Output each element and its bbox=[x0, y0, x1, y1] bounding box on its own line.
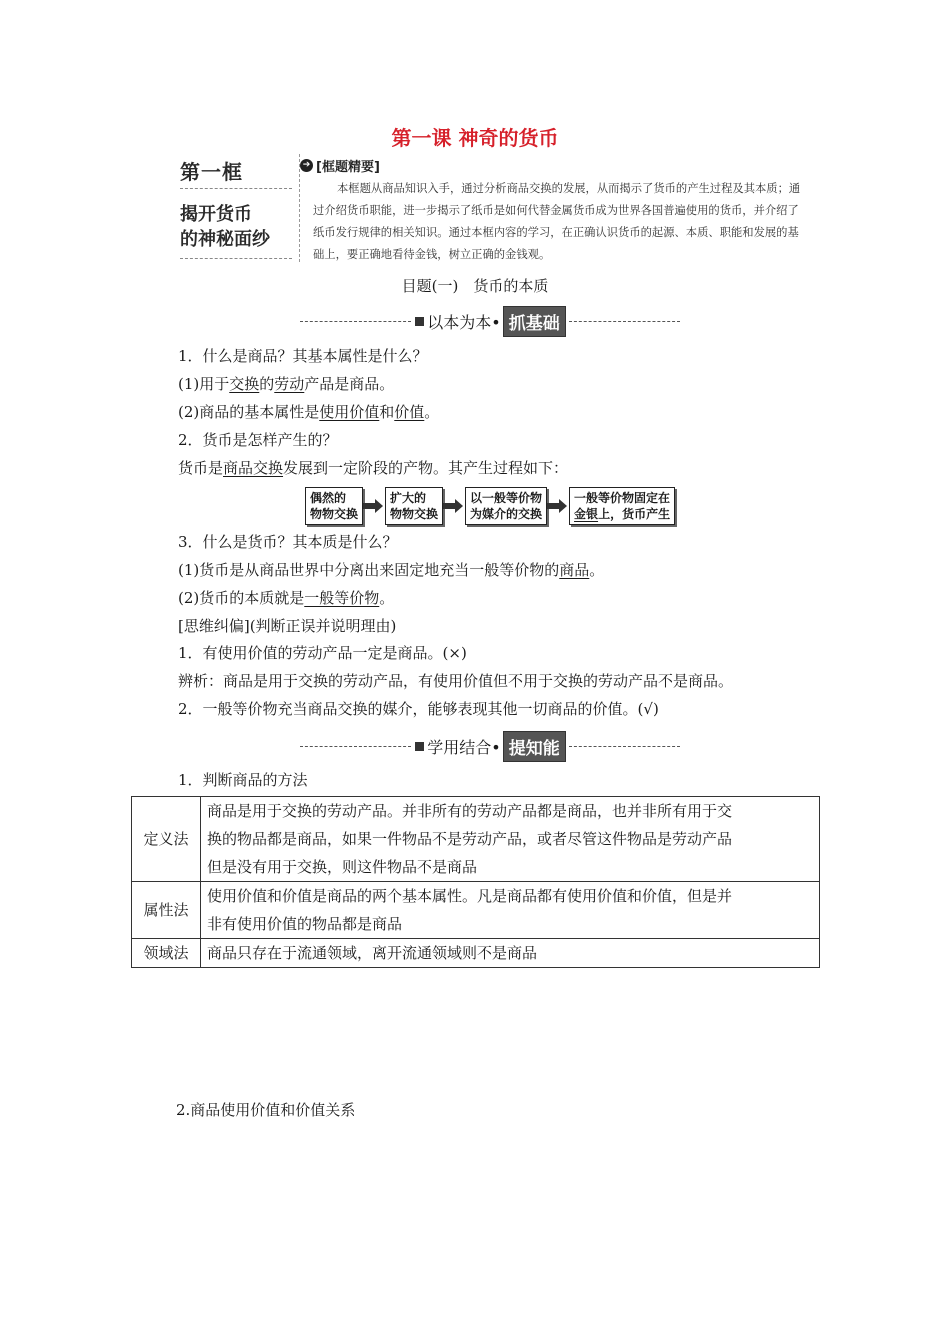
text: 产品是商品。 bbox=[304, 375, 395, 393]
blank-answer: 交换 bbox=[229, 375, 260, 393]
frame-subtitle-line1: 揭开货币 bbox=[180, 204, 252, 225]
thinking-item2: 2．一般等价物充当商品交换的媒介，能够表现其他一切商品的价值。(√) bbox=[178, 700, 659, 718]
section-banner-basics bbox=[300, 307, 680, 335]
arrow-right-icon bbox=[363, 498, 385, 514]
frame-subtitle bbox=[180, 202, 300, 252]
commodity-methods-table bbox=[131, 796, 820, 968]
money-origin-flowchart bbox=[305, 487, 675, 525]
q3-answer2 bbox=[178, 588, 394, 608]
flow-step-line: 一般等价物固定在 bbox=[574, 491, 671, 505]
text: (2)货币的本质就是 bbox=[178, 589, 305, 607]
methods-heading: 1．判断商品的方法 bbox=[178, 771, 308, 789]
blank-answer: 一般等价物 bbox=[304, 589, 380, 607]
method-description bbox=[201, 882, 820, 939]
description-line: 商品是用于交换的劳动产品。并非所有的劳动产品都是商品，也并非所有用于交 bbox=[207, 802, 733, 820]
frame-divider-bottom bbox=[180, 258, 292, 259]
banner-dash-left bbox=[300, 321, 411, 322]
table-row bbox=[132, 882, 820, 939]
section2-heading: 2.商品使用价值和价值关系 bbox=[176, 1101, 356, 1119]
thinking-analysis: 辨析：商品是用于交换的劳动产品，有使用价值但不用于交换的劳动产品不是商品。 bbox=[178, 672, 734, 690]
arrow-right-icon bbox=[547, 498, 569, 514]
text: 的 bbox=[259, 375, 275, 393]
blank-answer: 价值 bbox=[394, 403, 425, 421]
description-line: 非有使用价值的物品都是商品 bbox=[207, 915, 403, 933]
banner-dash-right bbox=[569, 321, 680, 322]
text: 。 bbox=[589, 561, 605, 579]
q2-answer bbox=[178, 458, 568, 478]
banner-dash-left bbox=[300, 746, 411, 747]
description-line: 但是没有用于交换，则这件物品不是商品 bbox=[207, 858, 478, 876]
description-line: 使用价值和价值是商品的两个基本属性。凡是商品都有使用价值和价值，但是并 bbox=[207, 887, 733, 905]
thinking-item1: 1．有使用价值的劳动产品一定是商品。(×) bbox=[178, 644, 467, 662]
method-description bbox=[201, 939, 820, 968]
lesson-title: 第一课 神奇的货币 bbox=[391, 126, 559, 150]
frame-subtitle-line2: 的神秘面纱 bbox=[180, 229, 270, 250]
section-banner-skills bbox=[300, 732, 680, 760]
text: (1)货币是从商品世界中分离出来固定地充当一般等价物的 bbox=[178, 561, 560, 579]
flow-step-line: 扩大的 bbox=[390, 491, 427, 505]
flow-step-line: 为媒介的交换 bbox=[470, 507, 543, 521]
flow-step bbox=[385, 487, 443, 525]
text: 。 bbox=[379, 589, 395, 607]
goal-heading: 目题(一) 货币的本质 bbox=[401, 277, 549, 295]
text: 货币是 bbox=[178, 459, 224, 477]
arrow-circle-icon: ➔ bbox=[300, 159, 313, 172]
blank-answer: 商品交换 bbox=[223, 459, 284, 477]
table-row bbox=[132, 939, 820, 968]
method-name: 定义法 bbox=[132, 797, 201, 882]
q3-question: 3．什么是货币？其本质是什么？ bbox=[178, 533, 398, 551]
text: (1)用于 bbox=[178, 375, 230, 393]
description-line: 商品只存在于流通领域，离开流通领域则不是商品 bbox=[207, 944, 538, 962]
square-icon bbox=[415, 742, 424, 751]
flow-step bbox=[305, 487, 363, 525]
blank-answer: 劳动 bbox=[274, 375, 305, 393]
flow-step-line: 物物交换 bbox=[390, 507, 439, 521]
blank-answer: 使用价值 bbox=[319, 403, 380, 421]
essence-heading-text: [框题精要] bbox=[316, 160, 380, 175]
frame-divider bbox=[180, 188, 292, 189]
method-description bbox=[201, 797, 820, 882]
q1-answer1 bbox=[178, 374, 394, 394]
flow-step-line: 物物交换 bbox=[310, 507, 359, 521]
text: 发展到一定阶段的产物。其产生过程如下： bbox=[283, 459, 569, 477]
blank-answer: 商品 bbox=[559, 561, 590, 579]
banner-dash-right bbox=[569, 746, 680, 747]
flow-step bbox=[569, 487, 675, 525]
flow-step-line: 偶然的 bbox=[310, 491, 347, 505]
q1-answer2 bbox=[178, 402, 439, 422]
table-row bbox=[132, 797, 820, 882]
thinking-heading: [思维纠偏](判断正误并说明理由) bbox=[178, 617, 397, 635]
banner-text: 以本为本• bbox=[427, 312, 501, 332]
square-icon bbox=[415, 317, 424, 326]
q3-answer1 bbox=[178, 560, 604, 580]
blank-answer: 金银 bbox=[574, 507, 599, 521]
essence-paragraph: 本框题从商品知识入手，通过分析商品交换的发展，从而揭示了货币的产生过程及其本质；通过介绍货币职能，进一步揭示了纸币是如何代替金属货币成为世界各国普遍使用的货币，并介绍了纸币发行规律的相关知识。通过本框内容的学习，在正确认识货币的起源、本质、职能和发展的基础上，要正确地看待金钱，树立正确的金钱观。 bbox=[313, 182, 801, 261]
banner-highlight: 抓基础 bbox=[503, 306, 566, 337]
description-line: 换的物品都是商品，如果一件物品不是劳动产品，或者尽管这件物品是劳动产品 bbox=[207, 830, 733, 848]
text: 上，货币产生 bbox=[598, 507, 671, 521]
flow-step bbox=[465, 487, 547, 525]
arrow-right-icon bbox=[443, 498, 465, 514]
flow-step-line: 以一般等价物 bbox=[470, 491, 543, 505]
banner-highlight: 提知能 bbox=[503, 731, 566, 762]
method-name: 领域法 bbox=[132, 939, 201, 968]
text: 。 bbox=[424, 403, 440, 421]
frame-label: 第一框 bbox=[180, 160, 243, 184]
q2-question: 2．货币是怎样产生的？ bbox=[178, 431, 338, 449]
essence-heading bbox=[300, 156, 380, 175]
method-name: 属性法 bbox=[132, 882, 201, 939]
flow-step-line bbox=[574, 506, 670, 522]
text: 和 bbox=[379, 403, 395, 421]
q1-question: 1．什么是商品？其基本属性是什么？ bbox=[178, 347, 428, 365]
text: (2)商品的基本属性是 bbox=[178, 403, 320, 421]
banner-text: 学用结合• bbox=[427, 737, 501, 757]
